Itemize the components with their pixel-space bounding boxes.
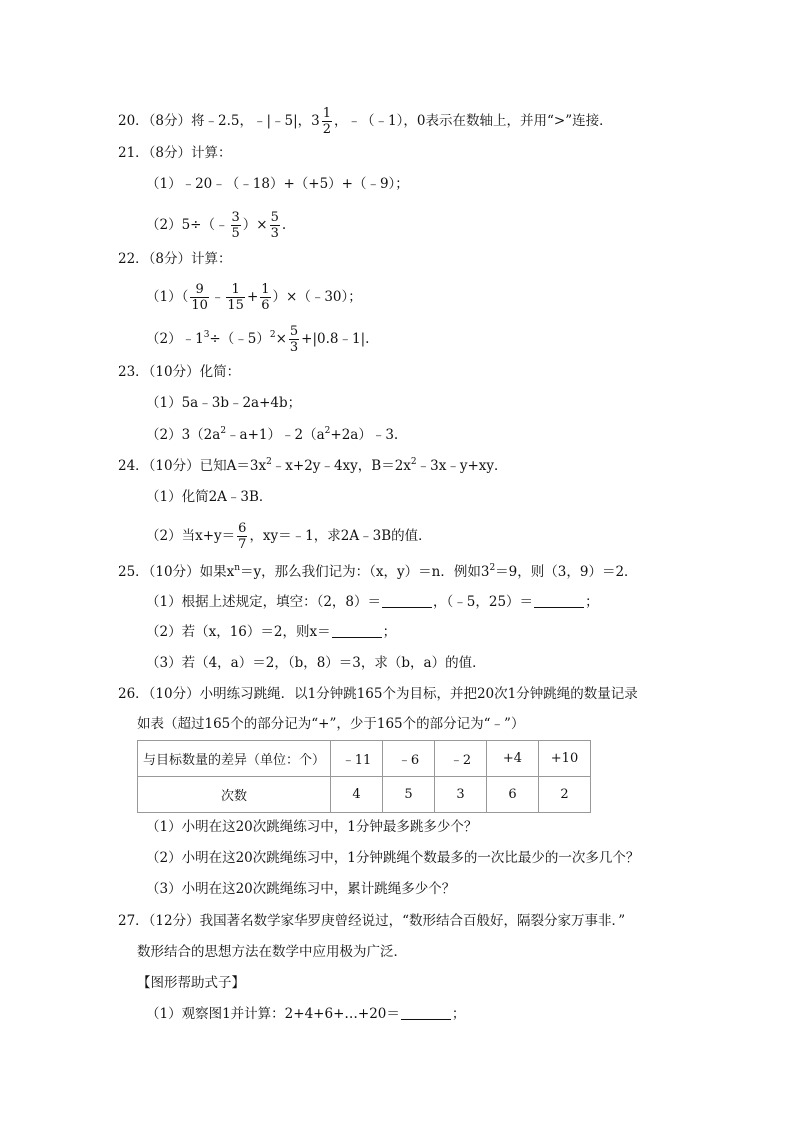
question-22-title: 22．（8分）计算： [118, 251, 232, 267]
fraction: $\frac{5}{3}$ [270, 210, 279, 241]
table-cell: 2 [539, 777, 591, 813]
table-cell: 5 [383, 777, 435, 813]
fraction: $\frac{1}{2}$ [322, 106, 332, 137]
table-header-cell: 与目标数量的差异（单位：个） [138, 741, 331, 777]
fraction: $\frac{3}{5}$ [231, 210, 240, 241]
table-row [138, 777, 591, 813]
question-26-line-1: 26．（10分）小明练习跳绳．以1分钟跳165个为目标，并把20次1分钟跳绳的数量记录 [118, 686, 638, 702]
question-26-line-2: 如表（超过165个的部分记为“+”，少于165个的部分记为“﹣”） [137, 716, 525, 732]
question-25-part-3: （3）若（4，a）＝2，（b，8）＝3，求（b，a）的值． [146, 655, 486, 671]
table-cell: ﹣11 [331, 741, 383, 777]
answer-blank[interactable] [382, 593, 432, 608]
question-27-line-1: 27．（12分）我国著名数学家华罗庚曾经说过，“数形结合百般好，隔裂分家万事非．” [118, 913, 626, 929]
answer-blank[interactable] [401, 1005, 451, 1020]
table-row [138, 741, 591, 777]
question-21-part-2: （2）5÷（﹣ $\frac{3}{5}$ ）× $\frac{5}{3}$ . [146, 210, 287, 241]
table-cell: +10 [539, 741, 591, 777]
answer-blank[interactable] [534, 593, 584, 608]
question-26-part-2: （2）小明在这20次跳绳练习中，1分钟跳绳个数最多的一次比最少的一次多几个？ [146, 850, 640, 866]
fraction: $\frac{9}{10}$ [191, 282, 208, 313]
question-24-title: 24．（10分）已知$A=3x^2﹣x+2y﹣4xy$，$B=2x^2﹣3x﹣y+xy$． [118, 457, 508, 474]
question-23-part-1: （1）5a﹣3b﹣2a+4b； [146, 395, 302, 411]
question-23-title: 23．（10分）化简： [118, 364, 241, 380]
answer-blank[interactable] [332, 623, 382, 638]
question-22-part-1: （1）（ $\frac{9}{10}$ ﹣ $\frac{1}{15}$ + $\frac{1}{6}$ ）×（﹣30）； [146, 282, 362, 313]
fraction: $\frac{1}{6}$ [261, 282, 270, 313]
question-27-part-1: （1）观察图1并计算：2+4+6+…+20＝ ； [146, 1006, 466, 1022]
table-cell: 3 [435, 777, 487, 813]
question-27-line-2: 数形结合的思想方法在数学中应用极为广泛． [137, 944, 407, 960]
table-cell: 6 [487, 777, 539, 813]
question-21-title: 21．（8分）计算： [118, 145, 232, 161]
question-23-part-2: $(2)3(2a^2﹣a+1)﹣2(a^2+2a)﹣3$. [146, 426, 399, 443]
fraction: $\frac{1}{15}$ [227, 282, 244, 313]
table-cell: ﹣6 [383, 741, 435, 777]
question-21-part-1: （1）﹣20﹣（﹣18）+（+5）+（﹣9）； [146, 176, 409, 192]
table-cell: ﹣2 [435, 741, 487, 777]
table-cell: 4 [331, 777, 383, 813]
question-25-part-1: （1）根据上述规定，填空：（2，8）＝ ，（﹣5，25）＝ ； [146, 594, 599, 610]
fraction: $\frac{5}{3}$ [289, 324, 299, 355]
table-cell: +4 [487, 741, 539, 777]
fraction: $\frac{6}{7}$ [238, 521, 247, 552]
question-20: 20．（8分）将﹣2.5，﹣|﹣5|，3 $\frac{1}{2}$ ，﹣（﹣1），0表示在数轴上，并用“>”连接． [118, 106, 613, 137]
question-25-title: 25．（10分）如果$x^n=y$，那么我们记为：（x，y）＝n．例如$3^2=9$，则（3，9）＝2． [118, 563, 638, 580]
question-24-part-2: （2）当x+y＝ $\frac{6}{7}$ ，xy＝﹣1，求2A﹣3B的值． [146, 521, 432, 552]
question-22-part-2: $(2)﹣1^3\div(﹣5)^2\times$ $\frac{5}{3}$ +|0.8﹣1|. [146, 324, 370, 355]
question-26-part-1: （1）小明在这20次跳绳练习中，1分钟最多跳多少个？ [146, 819, 478, 835]
question-25-part-2: （2）若（x，16）＝2，则x＝ ； [146, 624, 397, 640]
question-24-part-1: （1）化简2A﹣3B． [146, 489, 273, 505]
table-header-cell: 次数 [138, 777, 331, 813]
jump-rope-table [137, 740, 591, 813]
question-26-part-3: （3）小明在这20次跳绳练习中，累计跳绳多少个？ [146, 881, 456, 897]
section-heading: 【图形帮助式子】 [137, 975, 245, 991]
